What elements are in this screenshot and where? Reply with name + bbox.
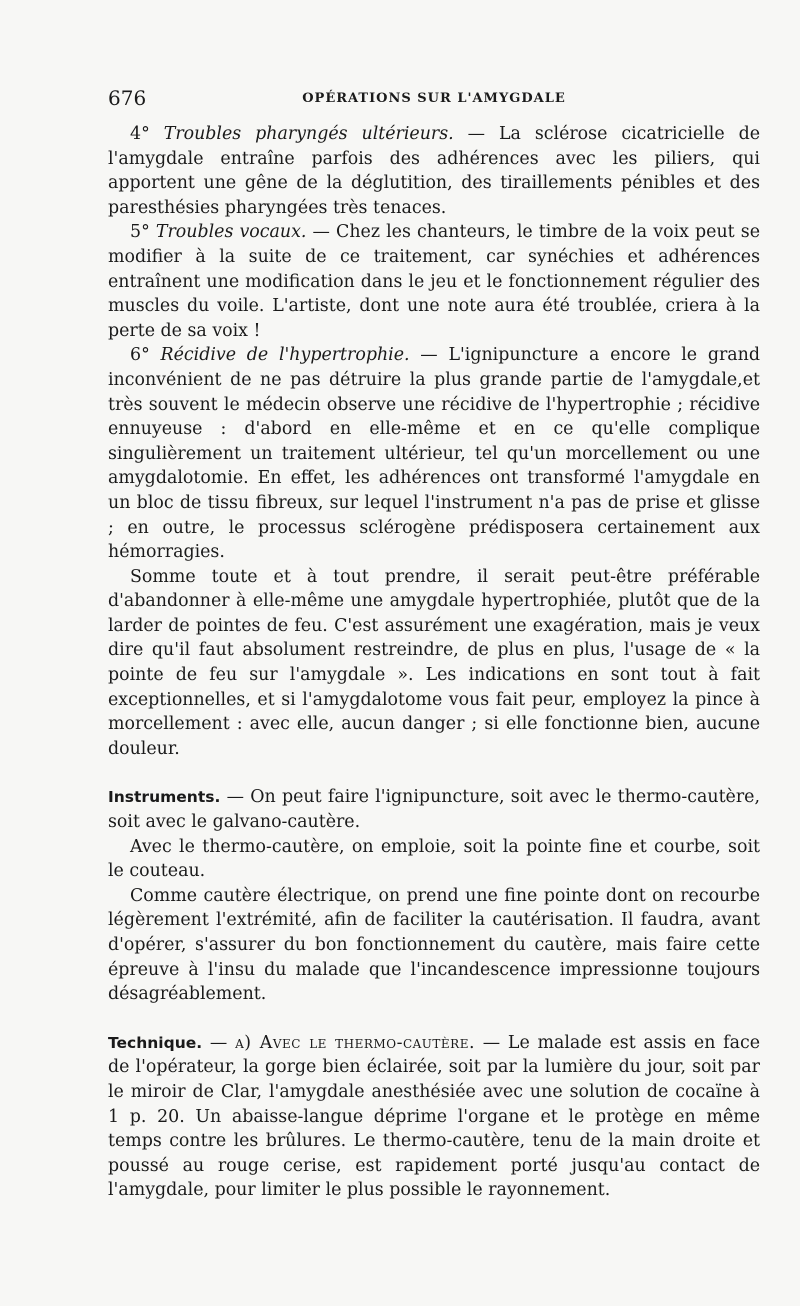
section-heading: Instruments. bbox=[108, 788, 221, 807]
page-number: 676 bbox=[108, 86, 147, 110]
paragraph-instruments bbox=[108, 785, 760, 834]
running-title: OPÉRATIONS SUR L'AMYGDALE bbox=[302, 91, 566, 106]
page bbox=[108, 86, 760, 1203]
paragraph-troubles-vocaux bbox=[108, 220, 760, 343]
section-heading: Technique. bbox=[108, 1033, 203, 1052]
subsection-title: a) Avec le thermo-cautère. bbox=[235, 1032, 475, 1053]
paragraph-somme-toute: Somme toute et à tout prendre, il serait peut-être préférable d'abandonner à elle-même une amygdale hypertrophiée, plutôt que de la larder de pointes de feu. C'est assurément une exagération, mais je veux dire qu'il faut absolument restreindre, de plus en plus, l'usage de « la pointe de feu sur l'amygdale ». Les indications en sont tout à fait exceptionnelles, et si l'amygdalotome vous fait peur, employez la pince à morcellement : avec elle, aucun danger ; si elle fonctionne bien, aucune douleur. bbox=[108, 566, 760, 759]
separator: — bbox=[202, 1032, 236, 1053]
section-title: Troubles vocaux. bbox=[155, 222, 307, 243]
paragraph-recidive bbox=[108, 343, 760, 564]
section-title: Récidive de l'hypertrophie. bbox=[160, 345, 410, 366]
item-number: 5° bbox=[130, 222, 156, 243]
paragraph-text: — Le malade est assis en face de l'opérateur, la gorge bien éclairée, soit par la lumière du jour, soit par le miroir de Clar, l'amygdale anesthésiée avec une solution de cocaïne à 1 p. 20. Un abaisse-langue déprime l'organe et le protège en même temps contre les brûlures. Le thermo-cautère, tenu de la main droite et poussé au rouge cerise, est rapidement porté jusqu'au contact de l'amygdale, pour limiter le plus possible le rayonnement. bbox=[108, 1032, 760, 1201]
paragraph-thermo-cautere: Avec le thermo-cautère, on emploie, soit la pointe fine et courbe, soit le couteau. bbox=[108, 836, 760, 882]
paragraph-text: — On peut faire l'ignipuncture, soit avec le thermo-cautère, soit avec le galvano-cautère. bbox=[108, 787, 760, 833]
item-number: 4° bbox=[130, 124, 164, 144]
paragraph-cautere-electrique: Comme cautère électrique, on prend une fine pointe dont on recourbe légèrement l'extrémité, afin de faciliter la cautérisation. Il faudra, avant d'opérer, s'assurer du bon fonctionnement du cautère, mais faire cette épreuve à l'insu du malade que l'incandescence impressionne toujours désagréablement. bbox=[108, 885, 760, 1005]
section-gap bbox=[108, 761, 760, 785]
paragraph-text: — La sclérose cicatricielle de l'amygdale entraîne parfois des adhérences avec les piliers, qui apportent une gêne de la déglutition, des tiraillements pénibles et des paresthésies pharyngées très tenaces. bbox=[108, 124, 760, 218]
paragraph-text: — Chez les chanteurs, le timbre de la voix peut se modifier à la suite de ce traitement, car synéchies et adhérences entraînent une modification dans le jeu et le fonctionnement régulier des muscles du voile. L'artiste, dont une note aura été troublée, criera à la perte de sa voix ! bbox=[108, 222, 760, 341]
page-header bbox=[108, 86, 760, 112]
section-gap bbox=[108, 1007, 760, 1031]
paragraph-text: — L'ignipuncture a encore le grand inconvénient de ne pas détruire la plus grande partie de l'amygdale,et très souvent le médecin observe une récidive de l'hypertrophie ; récidive ennuyeuse : d'abord en elle-même et en ce qu'elle complique singulièrement un traitement ultérieur, tel qu'un morcellement ou une amygdalotomie. En effet, les adhérences ont transformé l'amygdale en un bloc de tissu fibreux, sur lequel l'instrument n'a pas de prise et glisse ; en outre, le processus sclérogène prédisposera certainement aux hémorragies. bbox=[108, 345, 760, 563]
paragraph-technique bbox=[108, 1031, 760, 1203]
section-title: Troubles pharyngés ultérieurs. bbox=[163, 124, 454, 144]
paragraph-troubles-pharynges bbox=[108, 122, 760, 220]
item-number: 6° bbox=[130, 345, 161, 366]
